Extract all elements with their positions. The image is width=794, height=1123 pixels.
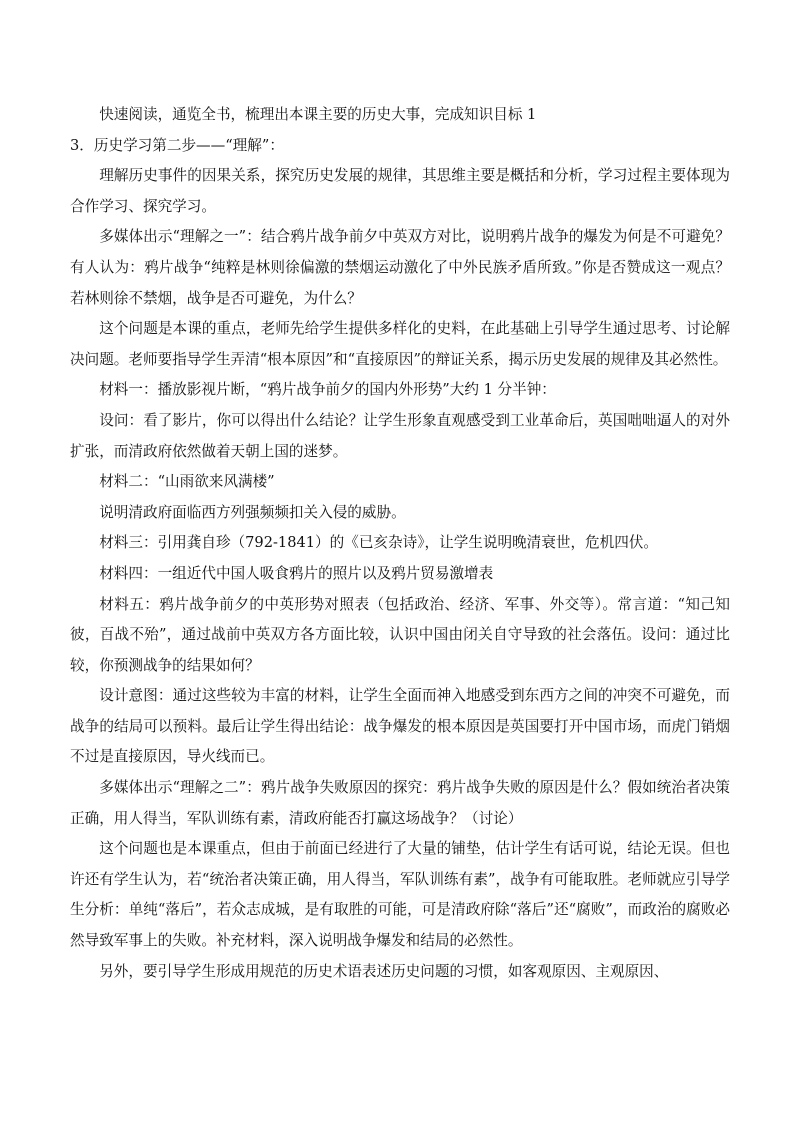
paragraph-analysis: 这个问题也是本课重点，但由于前面已经进行了大量的铺垫，估计学生有话可说，结论无误。但也许还有学生认为，若“统治者决策正确，用人得当，军队训练有素”，战争有可能取胜。老师就应引导学生分析：单纯“落后”，若众志成城，是有取胜的可能，可是清政府除“落后”还“腐败”，而政治的腐败必然导致军事上的失败。补充材料，深入说明战争爆发和结局的必然性。 <box>70 840 730 950</box>
paragraph-material-three: 材料三：引用龚自珍（792-1841）的《已亥杂诗》，让学生说明晚清衰世，危机四伏。 <box>99 534 659 552</box>
paragraph-material-four: 材料四：一组近代中国人吸食鸦片的照片以及鸦片贸易激增表 <box>99 564 494 582</box>
paragraph-understanding-two: 多媒体出示“理解之二”：鸦片战争失败原因的探究：鸦片战争失败的原因是什么？假如统治者决策正确，用人得当，军队训练有素，清政府能否打赢这场战争？（讨论） <box>70 779 730 827</box>
paragraph-terminology: 另外，要引导学生形成用规范的历史术语表述历史问题的习惯，如客观原因、主观原因、 <box>99 962 669 980</box>
paragraph-material-one: 材料一：播放影视片断，“鸦片战争前夕的国内外形势”大约 1 分半钟： <box>99 381 556 399</box>
paragraph-understanding-one: 多媒体出示“理解之一”：结合鸦片战争前夕中英双方对比，说明鸦片战争的爆发为何是不可避免？有人认为：鸦片战争“纯粹是林则徐偏激的禁烟运动激化了中外民族矛盾所致。”你是否赞成这一观点？若林则徐不禁烟，战争是否可避免，为什么？ <box>70 228 730 307</box>
paragraph-reading-instruction: 快速阅读，通览全书，梳理出本课主要的历史大事，完成知识目标 1 <box>99 106 537 123</box>
paragraph-key-point: 这个问题是本课的重点，老师先给学生提供多样化的史料，在此基础上引导学生通过思考、讨论解决问题。老师要指导学生弄清“根本原因”和“直接原因”的辩证关系，揭示历史发展的规律及其必然性。 <box>70 320 730 368</box>
paragraph-material-two-note: 说明清政府面临西方列强频频扣关入侵的威胁。 <box>99 503 406 521</box>
paragraph-understanding-intro: 理解历史事件的因果关系，探究历史发展的规律，其思维主要是概括和分析，学习过程主要体现为合作学习、探究学习。 <box>70 167 730 215</box>
paragraph-question-film: 设问：看了影片，你可以得出什么结论？让学生形象直观感受到工业革命后，英国咄咄逼人的对外扩张，而清政府依然做着天朝上国的迷梦。 <box>70 411 730 460</box>
paragraph-material-five: 材料五：鸦片战争前夕的中英形势对照表（包括政治、经济、军事、外交等）。常言道：“知己知彼，百战不殆”，通过战前中英双方各方面比较，认识中国由闭关自守导致的社会落伍。设问：通过比较，你预测战争的结果如何？ <box>70 595 730 674</box>
paragraph-material-two: 材料二：“山雨欲来风满楼” <box>99 473 275 491</box>
section-heading-understanding: 3．历史学习第二步——“理解”： <box>70 136 284 154</box>
paragraph-design-intent: 设计意图：通过这些较为丰富的材料，让学生全面而神入地感受到东西方之间的冲突不可避免，而战争的结局可以预料。最后让学生得出结论：战争爆发的根本原因是英国要打开中国市场，而虎门销烟不过是直接原因，导火线而已。 <box>70 687 730 766</box>
document-page <box>70 100 730 987</box>
